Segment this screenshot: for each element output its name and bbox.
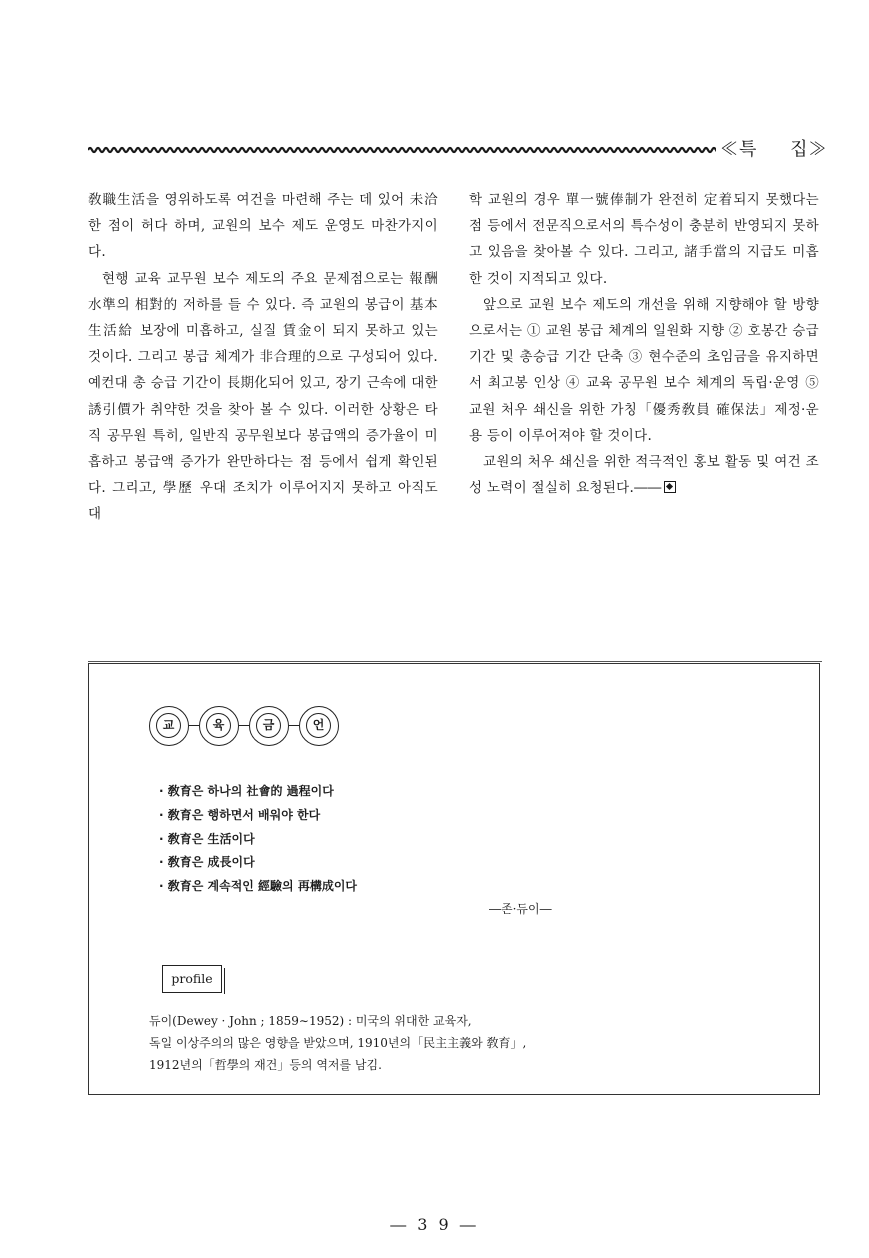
left-column xyxy=(88,187,438,528)
quote-box xyxy=(88,663,820,1095)
quote-item: · 敎育은 행하면서 배워야 한다 xyxy=(159,807,321,822)
paragraph: 현행 교육 교무원 보수 제도의 주요 문제점으로는 報酬水準의 相對的 저하를 들 수 있다. 즉 교원의 봉급이 基本生活給 보장에 미흡하고, 실질 賃金이 되지 못하고 있는 것이다. 그리고 봉급 체계가 非合理的으로 구성되어 있다. 예컨대 총 승급 기간이 長期化되어 있고, 장기 근속에 대한 誘引價가 취약한 것을 찾아 볼 수 있다. 이러한 상황은 타직 공무원 특히, 일반직 공무원보다 봉급액의 증가율이 미흡하고 봉급액 증가가 완만하다는 점 등에서 쉽게 확인된다. 그리고, 學歷 우대 조치가 이루어지지 못하고 아직도 대 xyxy=(88,270,438,523)
paragraph: 앞으로 교원 보수 제도의 개선을 위해 지향해야 할 방향으로서는 ① 교원 봉급 체계의 일원화 지향 ② 호봉간 승급 기간 및 총승급 기간 단축 ③ 현수준의 초임금을 유지하면서 최고봉 인상 ④ 교육 공무원 보수 체계의 독립·운영 ⑤ 교원 처우 쇄신을 위한 가칭「優秀敎員 確保法」제정·운용 등이 이루어져야 할 것이다. xyxy=(469,296,819,444)
title-circle xyxy=(199,706,239,746)
section-label-open: ≪특 xyxy=(720,139,758,160)
section-label-close: 집≫ xyxy=(790,139,828,160)
quote-list xyxy=(159,780,357,899)
title-circle xyxy=(249,706,289,746)
decorative-wave-rule xyxy=(88,146,716,154)
page-number: ― 3 9 ― xyxy=(390,1215,479,1234)
bio-line: 듀이(Dewey · John ; 1859∼1952) : 미국의 위대한 교육자, xyxy=(149,1014,472,1028)
circle-char: 언 xyxy=(306,713,331,738)
section-title xyxy=(720,136,828,164)
title-circle xyxy=(299,706,339,746)
quote-item: · 敎育은 生活이다 xyxy=(159,831,255,846)
profile-label: profile xyxy=(162,965,222,993)
circle-char: 교 xyxy=(156,713,181,738)
quote-item: · 敎育은 계속적인 經驗의 再構成이다 xyxy=(159,879,358,894)
title-circle xyxy=(149,706,189,746)
quote-attribution: ―존·듀이― xyxy=(489,902,552,916)
quote-item: · 敎育은 하나의 社會的 過程이다 xyxy=(159,784,334,798)
end-mark-icon xyxy=(664,481,676,493)
paragraph: 敎職生活을 영위하도록 여건을 마련해 주는 데 있어 未洽한 점이 허다 하며, 교원의 보수 제도 운영도 마찬가지이다. xyxy=(88,192,438,261)
paragraph: 학 교원의 경우 單一號俸制가 완전히 定着되지 못했다는 점 등에서 전문직으로서의 특수성이 충분히 반영되지 못하고 있음을 찾아볼 수 있다. 그리고, 諸手當의 지급도 미흡한 것이 지적되고 있다. xyxy=(469,192,819,287)
profile-bio xyxy=(149,1010,789,1076)
bio-line: 독일 이상주의의 많은 영향을 받았으며, 1910년의「民主主義와 敎育」, xyxy=(149,1036,527,1050)
right-column xyxy=(469,187,819,501)
paragraph-text: 교원의 처우 쇄신을 위한 적극적인 홍보 활동 및 여건 조성 노력이 절실히 요청된다.―― xyxy=(469,454,819,497)
bio-line: 1912년의「哲學의 재건」등의 역저를 남김. xyxy=(149,1058,382,1072)
circle-connector xyxy=(239,725,249,726)
circle-connector xyxy=(289,725,299,726)
box-double-rule xyxy=(88,661,822,663)
quote-item: · 敎育은 成長이다 xyxy=(159,855,255,870)
circle-char: 금 xyxy=(256,713,281,738)
section-header xyxy=(88,136,828,164)
circle-char: 육 xyxy=(206,713,231,738)
closing-paragraph xyxy=(469,449,819,501)
circle-connector xyxy=(189,725,199,726)
